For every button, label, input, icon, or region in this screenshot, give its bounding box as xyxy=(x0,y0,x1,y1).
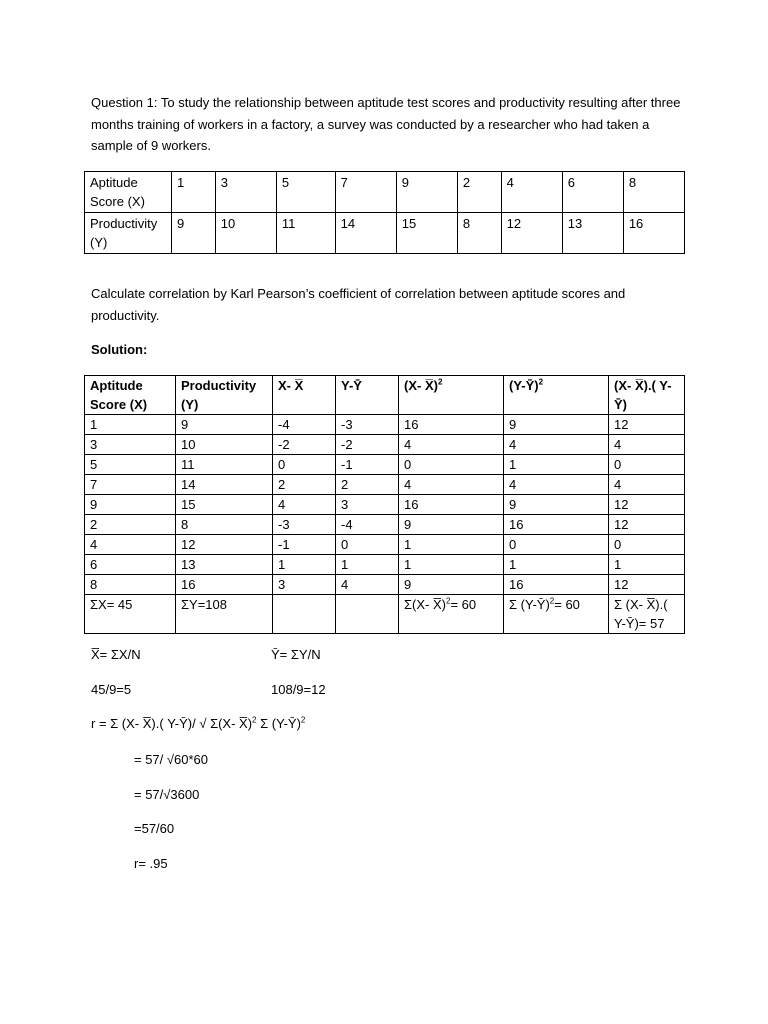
table-row xyxy=(85,475,685,495)
table-cell: 4 xyxy=(609,435,685,455)
table-cell: 2 xyxy=(85,515,176,535)
total-cell xyxy=(504,595,609,634)
total-text: ΣY=108 xyxy=(181,597,227,612)
table-cell: 0 xyxy=(609,535,685,555)
column-header xyxy=(504,376,609,415)
column-header xyxy=(273,376,336,415)
table-cell: 4 xyxy=(85,535,176,555)
table-row xyxy=(85,455,685,475)
step-2: = 57/√3600 xyxy=(134,787,200,802)
total-superscript: 2 xyxy=(549,596,555,606)
column-header-label: Productivity (Y) xyxy=(181,378,257,412)
total-cell xyxy=(273,595,336,634)
y-value-cell: 15 xyxy=(396,213,457,254)
y-value-cell: 14 xyxy=(335,213,396,254)
table-cell: 4 xyxy=(273,495,336,515)
table-cell: 4 xyxy=(504,475,609,495)
row-label-x: Aptitude Score (X) xyxy=(85,172,172,213)
x-value-cell: 9 xyxy=(396,172,457,213)
table-cell: 12 xyxy=(609,415,685,435)
table-cell: 9 xyxy=(504,495,609,515)
column-header xyxy=(85,376,176,415)
y-value-cell: 13 xyxy=(562,213,623,254)
table-cell: -3 xyxy=(273,515,336,535)
column-header xyxy=(336,376,399,415)
total-cell xyxy=(85,595,176,634)
row-label-y: Productivity (Y) xyxy=(85,213,172,254)
table-cell: 12 xyxy=(176,535,273,555)
y-value-cell: 12 xyxy=(501,213,562,254)
table-cell: 1 xyxy=(504,555,609,575)
table-cell: 3 xyxy=(336,495,399,515)
table-row xyxy=(85,515,685,535)
table-cell: 0 xyxy=(336,535,399,555)
table-cell: 7 xyxy=(85,475,176,495)
table-cell: 16 xyxy=(504,575,609,595)
table-cell: -1 xyxy=(273,535,336,555)
table-cell: 3 xyxy=(273,575,336,595)
table-cell: 14 xyxy=(176,475,273,495)
x-value-cell: 8 xyxy=(623,172,684,213)
x-value-cell: 7 xyxy=(335,172,396,213)
total-text: Σ(X- X̅) xyxy=(404,597,446,612)
table-cell: 15 xyxy=(176,495,273,515)
table-cell: 2 xyxy=(273,475,336,495)
column-header-label: Y-Ȳ xyxy=(341,378,362,393)
table-cell: 1 xyxy=(609,555,685,575)
column-header-label: (Y-Ȳ) xyxy=(509,378,539,393)
table-cell: 4 xyxy=(399,435,504,455)
table-cell: 6 xyxy=(85,555,176,575)
table-cell: 0 xyxy=(399,455,504,475)
instruction-text: Calculate correlation by Karl Pearson’s coefficient of correlation between aptitude scores and productivity. xyxy=(91,286,626,323)
y-value-cell: 11 xyxy=(276,213,335,254)
total-cell xyxy=(176,595,273,634)
table-cell: 9 xyxy=(85,495,176,515)
y-value-cell: 16 xyxy=(623,213,684,254)
mean-x-definition: X̅= ΣX/N xyxy=(91,647,141,662)
formula-sup-1: 2 xyxy=(252,715,257,725)
column-header xyxy=(176,376,273,415)
table-cell: 1 xyxy=(273,555,336,575)
column-header xyxy=(399,376,504,415)
table-cell: -2 xyxy=(336,435,399,455)
data-table xyxy=(84,171,685,254)
solution-label: Solution: xyxy=(91,342,148,357)
total-superscript: 2 xyxy=(445,596,451,606)
column-header-label: (X- X̅) xyxy=(404,378,438,393)
table-cell: 1 xyxy=(336,555,399,575)
total-text: ΣX= 45 xyxy=(90,597,133,612)
formula-part-a: r = Σ (X- X̅).( Y-Ȳ)/ √ Σ(X- X̅) xyxy=(91,716,253,731)
table-row xyxy=(85,213,685,254)
table-row xyxy=(85,575,685,595)
table-cell: 0 xyxy=(504,535,609,555)
table-cell: 9 xyxy=(176,415,273,435)
totals-row xyxy=(85,595,685,634)
total-cell xyxy=(336,595,399,634)
x-value-cell: 3 xyxy=(215,172,276,213)
formula-sup-2: 2 xyxy=(300,715,306,725)
step-1: = 57/ √60*60 xyxy=(134,752,209,767)
table-row xyxy=(85,555,685,575)
table-cell: 1 xyxy=(399,535,504,555)
table-cell: 0 xyxy=(609,455,685,475)
table-cell: -3 xyxy=(336,415,399,435)
x-value-cell: 6 xyxy=(562,172,623,213)
formula-part-b: Σ (Y-Ȳ) xyxy=(256,716,301,731)
table-cell: 11 xyxy=(176,455,273,475)
column-header-label: Aptitude Score (X) xyxy=(90,378,148,412)
table-cell: 1 xyxy=(504,455,609,475)
mean-y-calculation: 108/9=12 xyxy=(271,682,326,697)
table-cell: 4 xyxy=(504,435,609,455)
table-cell: 9 xyxy=(399,515,504,535)
total-value: = 60 xyxy=(554,597,580,612)
table-cell: 4 xyxy=(336,575,399,595)
table-cell: 10 xyxy=(176,435,273,455)
x-value-cell: 4 xyxy=(501,172,562,213)
x-value-cell: 2 xyxy=(457,172,501,213)
total-value: = 60 xyxy=(450,597,477,612)
result: r= .95 xyxy=(134,856,168,871)
y-value-cell: 9 xyxy=(172,213,216,254)
column-header-label: (X- X̅).( Y-Ȳ) xyxy=(614,378,672,412)
y-value-cell: 8 xyxy=(457,213,501,254)
calculation-table xyxy=(84,375,685,634)
column-header xyxy=(609,376,685,415)
total-text: Σ (X- X̅).( Y-Ȳ)= 57 xyxy=(614,597,668,631)
pearson-formula xyxy=(91,714,305,734)
column-header-superscript: 2 xyxy=(437,377,443,387)
total-cell xyxy=(399,595,504,634)
table-row xyxy=(85,435,685,455)
table-cell: 9 xyxy=(504,415,609,435)
table-cell: 12 xyxy=(609,495,685,515)
table-row xyxy=(85,415,685,435)
table-cell: 8 xyxy=(176,515,273,535)
y-value-cell: 10 xyxy=(215,213,276,254)
table-cell: 16 xyxy=(399,495,504,515)
table-cell: 16 xyxy=(399,415,504,435)
mean-x-calculation: 45/9=5 xyxy=(91,682,132,697)
table-cell: 16 xyxy=(504,515,609,535)
total-text: Σ (Y-Ȳ) xyxy=(509,597,550,612)
table-cell: 0 xyxy=(273,455,336,475)
table-row xyxy=(85,535,685,555)
question-text: Question 1: To study the relationship between aptitude test scores and productivity resulting after three months training of workers in a factory, a survey was conducted by a researcher who had taken a sample of 9 workers. xyxy=(91,95,681,153)
table-cell: 8 xyxy=(85,575,176,595)
mean-y-definition: Ȳ= ΣY/N xyxy=(271,647,321,662)
table-cell: 12 xyxy=(609,515,685,535)
column-header-superscript: 2 xyxy=(538,377,544,387)
table-cell: 1 xyxy=(399,555,504,575)
table-cell: 4 xyxy=(399,475,504,495)
x-value-cell: 5 xyxy=(276,172,335,213)
table-cell: 16 xyxy=(176,575,273,595)
total-cell xyxy=(609,595,685,634)
column-header-label: X- X̅ xyxy=(278,378,304,393)
table-cell: 4 xyxy=(609,475,685,495)
table-row xyxy=(85,172,685,213)
table-cell: 2 xyxy=(336,475,399,495)
table-cell: 5 xyxy=(85,455,176,475)
table-cell: 13 xyxy=(176,555,273,575)
table-cell: -4 xyxy=(336,515,399,535)
table-cell: 1 xyxy=(85,415,176,435)
table-cell: -2 xyxy=(273,435,336,455)
step-3: =57/60 xyxy=(134,821,175,836)
x-value-cell: 1 xyxy=(172,172,216,213)
table-cell: -4 xyxy=(273,415,336,435)
table-cell: 9 xyxy=(399,575,504,595)
table-cell: 3 xyxy=(85,435,176,455)
table-cell: -1 xyxy=(336,455,399,475)
table-row xyxy=(85,495,685,515)
table-cell: 12 xyxy=(609,575,685,595)
header-row xyxy=(85,376,685,415)
